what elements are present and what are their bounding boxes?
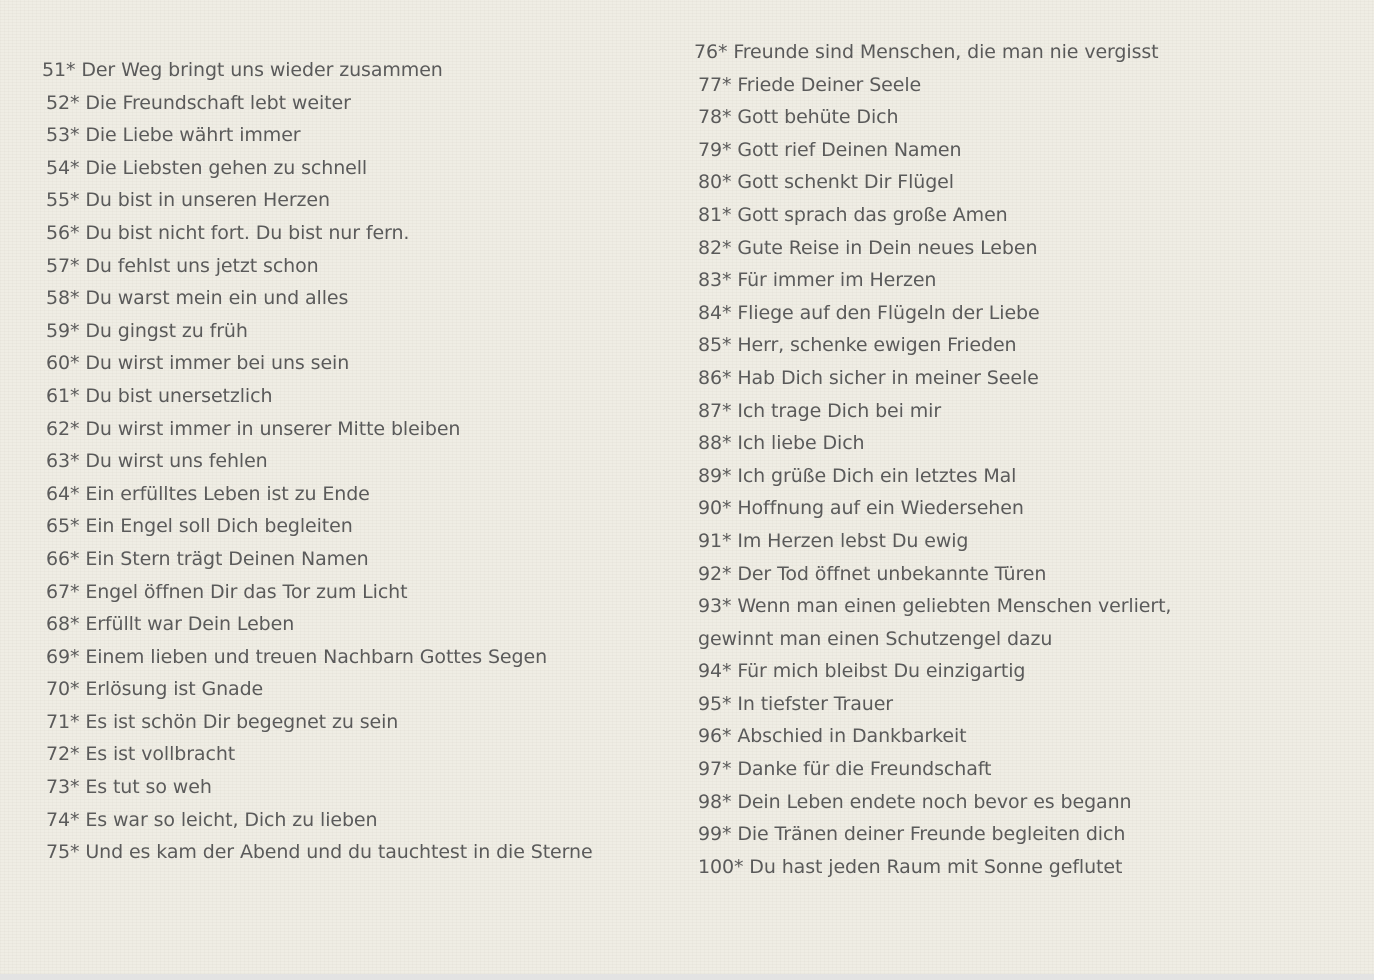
right-column-list bbox=[694, 36, 1334, 883]
list-item: 66* Ein Stern trägt Deinen Namen bbox=[46, 547, 369, 570]
list-item: 93* Wenn man einen geliebten Menschen verliert, gewinnt man einen Schutzengel dazu bbox=[698, 595, 1172, 650]
list-item: 72* Es ist vollbracht bbox=[46, 743, 236, 766]
list-item: 63* Du wirst uns fehlen bbox=[46, 450, 268, 473]
list-item: 78* Gott behüte Dich bbox=[698, 106, 899, 129]
list-item: 69* Einem lieben und treuen Nachbarn Gottes Segen bbox=[46, 645, 548, 668]
list-item: 90* Hoffnung auf ein Wiedersehen bbox=[698, 497, 1024, 520]
list-item: 76* Freunde sind Menschen, die man nie vergisst bbox=[694, 41, 1159, 63]
list-item: 59* Du gingst zu früh bbox=[46, 319, 248, 342]
list-item: 74* Es war so leicht, Dich zu lieben bbox=[46, 808, 378, 831]
list-item: 68* Erfüllt war Dein Leben bbox=[46, 613, 295, 636]
list-item: 87* Ich trage Dich bei mir bbox=[698, 399, 942, 422]
list-item: 53* Die Liebe währt immer bbox=[46, 124, 301, 147]
list-item: 55* Du bist in unseren Herzen bbox=[46, 189, 330, 212]
list-item: 79* Gott rief Deinen Namen bbox=[698, 138, 962, 161]
list-item: 95* In tiefster Trauer bbox=[698, 692, 894, 715]
list-item: 84* Fliege auf den Flügeln der Liebe bbox=[698, 301, 1040, 324]
list-item: 57* Du fehlst uns jetzt schon bbox=[46, 254, 319, 277]
list-item: 91* Im Herzen lebst Du ewig bbox=[698, 529, 969, 552]
list-item: 71* Es ist schön Dir begegnet zu sein bbox=[46, 710, 399, 733]
list-item: 54* Die Liebsten gehen zu schnell bbox=[46, 156, 368, 179]
list-item: 62* Du wirst immer in unserer Mitte bleiben bbox=[46, 417, 461, 440]
list-item: 75* Und es kam der Abend und du tauchtest in die Sterne bbox=[46, 841, 593, 864]
list-item: 67* Engel öffnen Dir das Tor zum Licht bbox=[46, 580, 408, 603]
list-item: 70* Erlösung ist Gnade bbox=[46, 678, 264, 701]
list-item: 100* Du hast jeden Raum mit Sonne geflutet bbox=[698, 855, 1123, 878]
list-item: 64* Ein erfülltes Leben ist zu Ende bbox=[46, 482, 370, 505]
list-item: 58* Du warst mein ein und alles bbox=[46, 287, 349, 310]
left-column-list bbox=[42, 54, 662, 869]
list-item: 73* Es tut so weh bbox=[46, 776, 212, 799]
list-item: 97* Danke für die Freundschaft bbox=[698, 758, 992, 781]
list-item: 85* Herr, schenke ewigen Frieden bbox=[698, 334, 1017, 357]
list-item: 82* Gute Reise in Dein neues Leben bbox=[698, 236, 1038, 259]
list-item: 52* Die Freundschaft lebt weiter bbox=[46, 91, 351, 114]
list-item: 56* Du bist nicht fort. Du bist nur fern. bbox=[46, 221, 410, 244]
list-item: 89* Ich grüße Dich ein letztes Mal bbox=[698, 464, 1017, 487]
list-item: 83* Für immer im Herzen bbox=[698, 269, 937, 292]
list-item: 80* Gott schenkt Dir Flügel bbox=[698, 171, 954, 194]
list-item: 88* Ich liebe Dich bbox=[698, 432, 865, 455]
list-item: 86* Hab Dich sicher in meiner Seele bbox=[698, 366, 1039, 389]
page-bottom-edge bbox=[0, 974, 1374, 980]
list-item: 61* Du bist unersetzlich bbox=[46, 384, 273, 407]
list-item: 96* Abschied in Dankbarkeit bbox=[698, 725, 967, 748]
list-item: 98* Dein Leben endete noch bevor es begann bbox=[698, 790, 1132, 813]
list-item: 65* Ein Engel soll Dich begleiten bbox=[46, 515, 353, 538]
list-item: 99* Die Tränen deiner Freunde begleiten dich bbox=[698, 823, 1126, 846]
list-item: 77* Friede Deiner Seele bbox=[698, 73, 922, 96]
list-item: 92* Der Tod öffnet unbekannte Türen bbox=[698, 562, 1047, 585]
list-item: 60* Du wirst immer bei uns sein bbox=[46, 352, 350, 375]
list-item: 81* Gott sprach das große Amen bbox=[698, 203, 1008, 226]
list-item: 94* Für mich bleibst Du einzigartig bbox=[698, 660, 1026, 683]
list-item: 51* Der Weg bringt uns wieder zusammen bbox=[42, 59, 443, 81]
